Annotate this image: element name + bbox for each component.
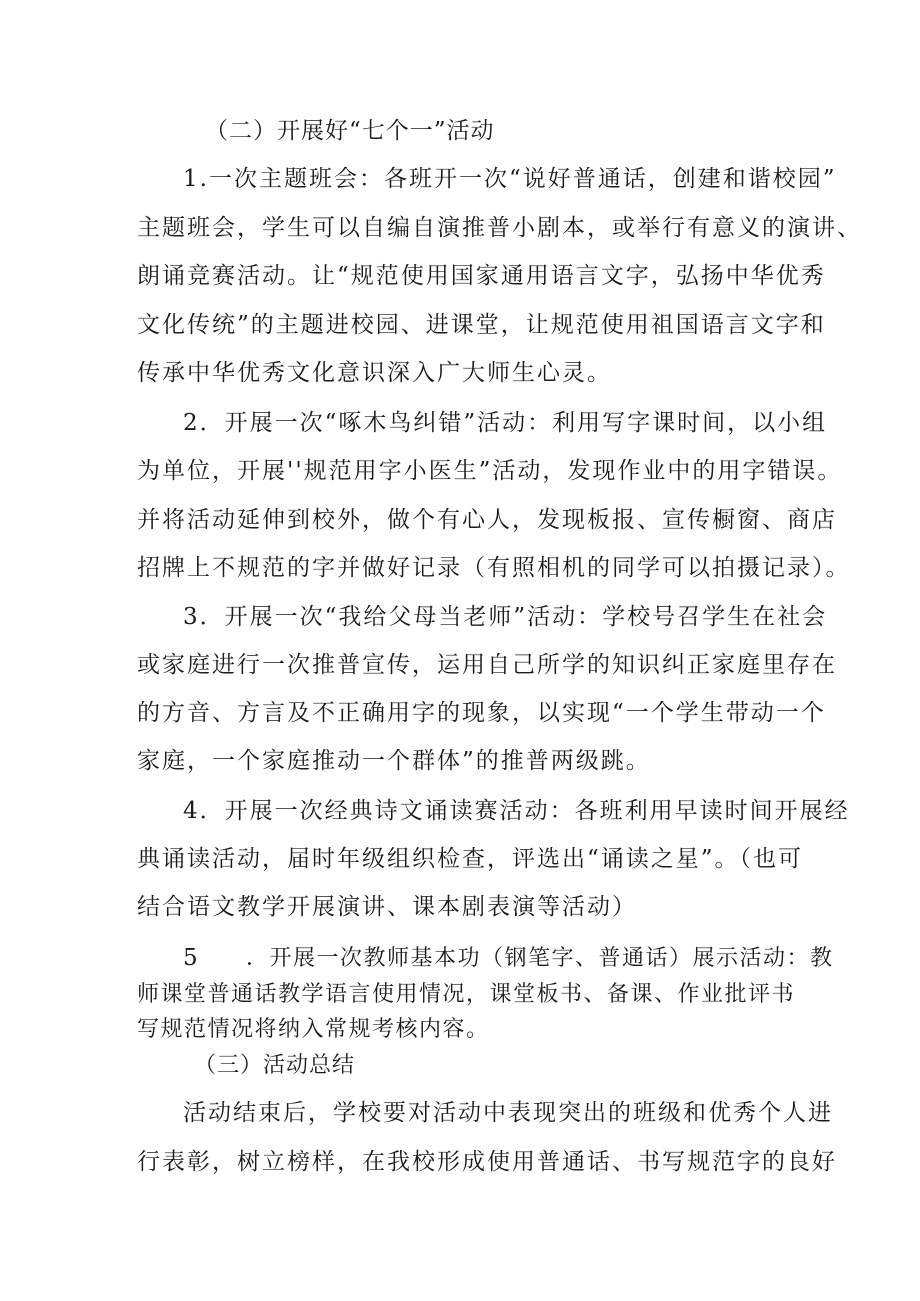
item5-number: 5: [183, 945, 200, 971]
item2-line2: 为单位，开展''规范用字小医生”活动，发现作业中的用字错误。: [137, 458, 843, 484]
item2-line1: 2．开展一次“啄木鸟纠错”活动：利用写字课时间，以小组: [183, 410, 828, 436]
item1-line1: 1.一次主题班会：各班开一次“说好普通话，创建和谐校园”: [183, 166, 837, 192]
section-two-heading: （二）开展好“七个一”活动: [205, 118, 495, 144]
item4-line2: 典诵读活动，届时年级组织检查，评选出“诵读之星”。（也可: [137, 846, 804, 872]
item5-line2: 师课堂普通话教学语言使用情况，课堂板书、备课、作业批评书: [137, 982, 796, 1007]
summary-line2: 行表彰，树立榜样，在我校形成使用普通话、书写规范字的良好: [137, 1149, 837, 1175]
item1-line5: 传承中华优秀文化意识深入广大师生心灵。: [137, 360, 612, 386]
item3-line2: 或家庭进行一次推普宣传，运用自己所学的知识纠正家庭里存在: [137, 652, 837, 678]
item2-line4: 招牌上不规范的字并做好记录（有照相机的同学可以拍摄记录）。: [137, 555, 851, 581]
item1-line4: 文化传统”的主题进校园、进课堂，让规范使用祖国语言文字和: [137, 312, 826, 338]
item4-line3: 结合语文教学开展演讲、课本剧表演等活动）: [137, 894, 637, 920]
summary-line1: 活动结束后，学校要对活动中表现突出的班级和优秀个人进: [183, 1100, 833, 1126]
item1-line3: 朗诵竞赛活动。让“规范使用国家通用语言文字，弘扬中华优秀: [137, 263, 826, 289]
item5-line1: ．开展一次教师基本功（钢笔字、普通话）展示活动：教: [246, 946, 834, 971]
item3-line4: 家庭，一个家庭推动一个群体”的推普两级跳。: [137, 748, 651, 774]
section-three-heading: （三）活动总结: [194, 1053, 356, 1078]
item5-line3: 写规范情况将纳入常规考核内容。: [137, 1017, 490, 1042]
item3-line1: 3．开展一次“我给父母当老师”活动：学校号召学生在社会: [183, 604, 828, 630]
item1-line2: 主题班会，学生可以自编自演推普小剧本，或举行有意义的演讲、: [137, 215, 862, 241]
item4-line1: 4．开展一次经典诗文诵读赛活动：各班利用早读时间开展经: [183, 798, 850, 824]
item3-line3: 的方音、方言及不正确用字的现象，以实现“一个学生带动一个: [137, 700, 826, 726]
item2-line3: 并将活动延伸到校外，做个有心人，发现板报、宣传橱窗、商店: [137, 507, 837, 533]
